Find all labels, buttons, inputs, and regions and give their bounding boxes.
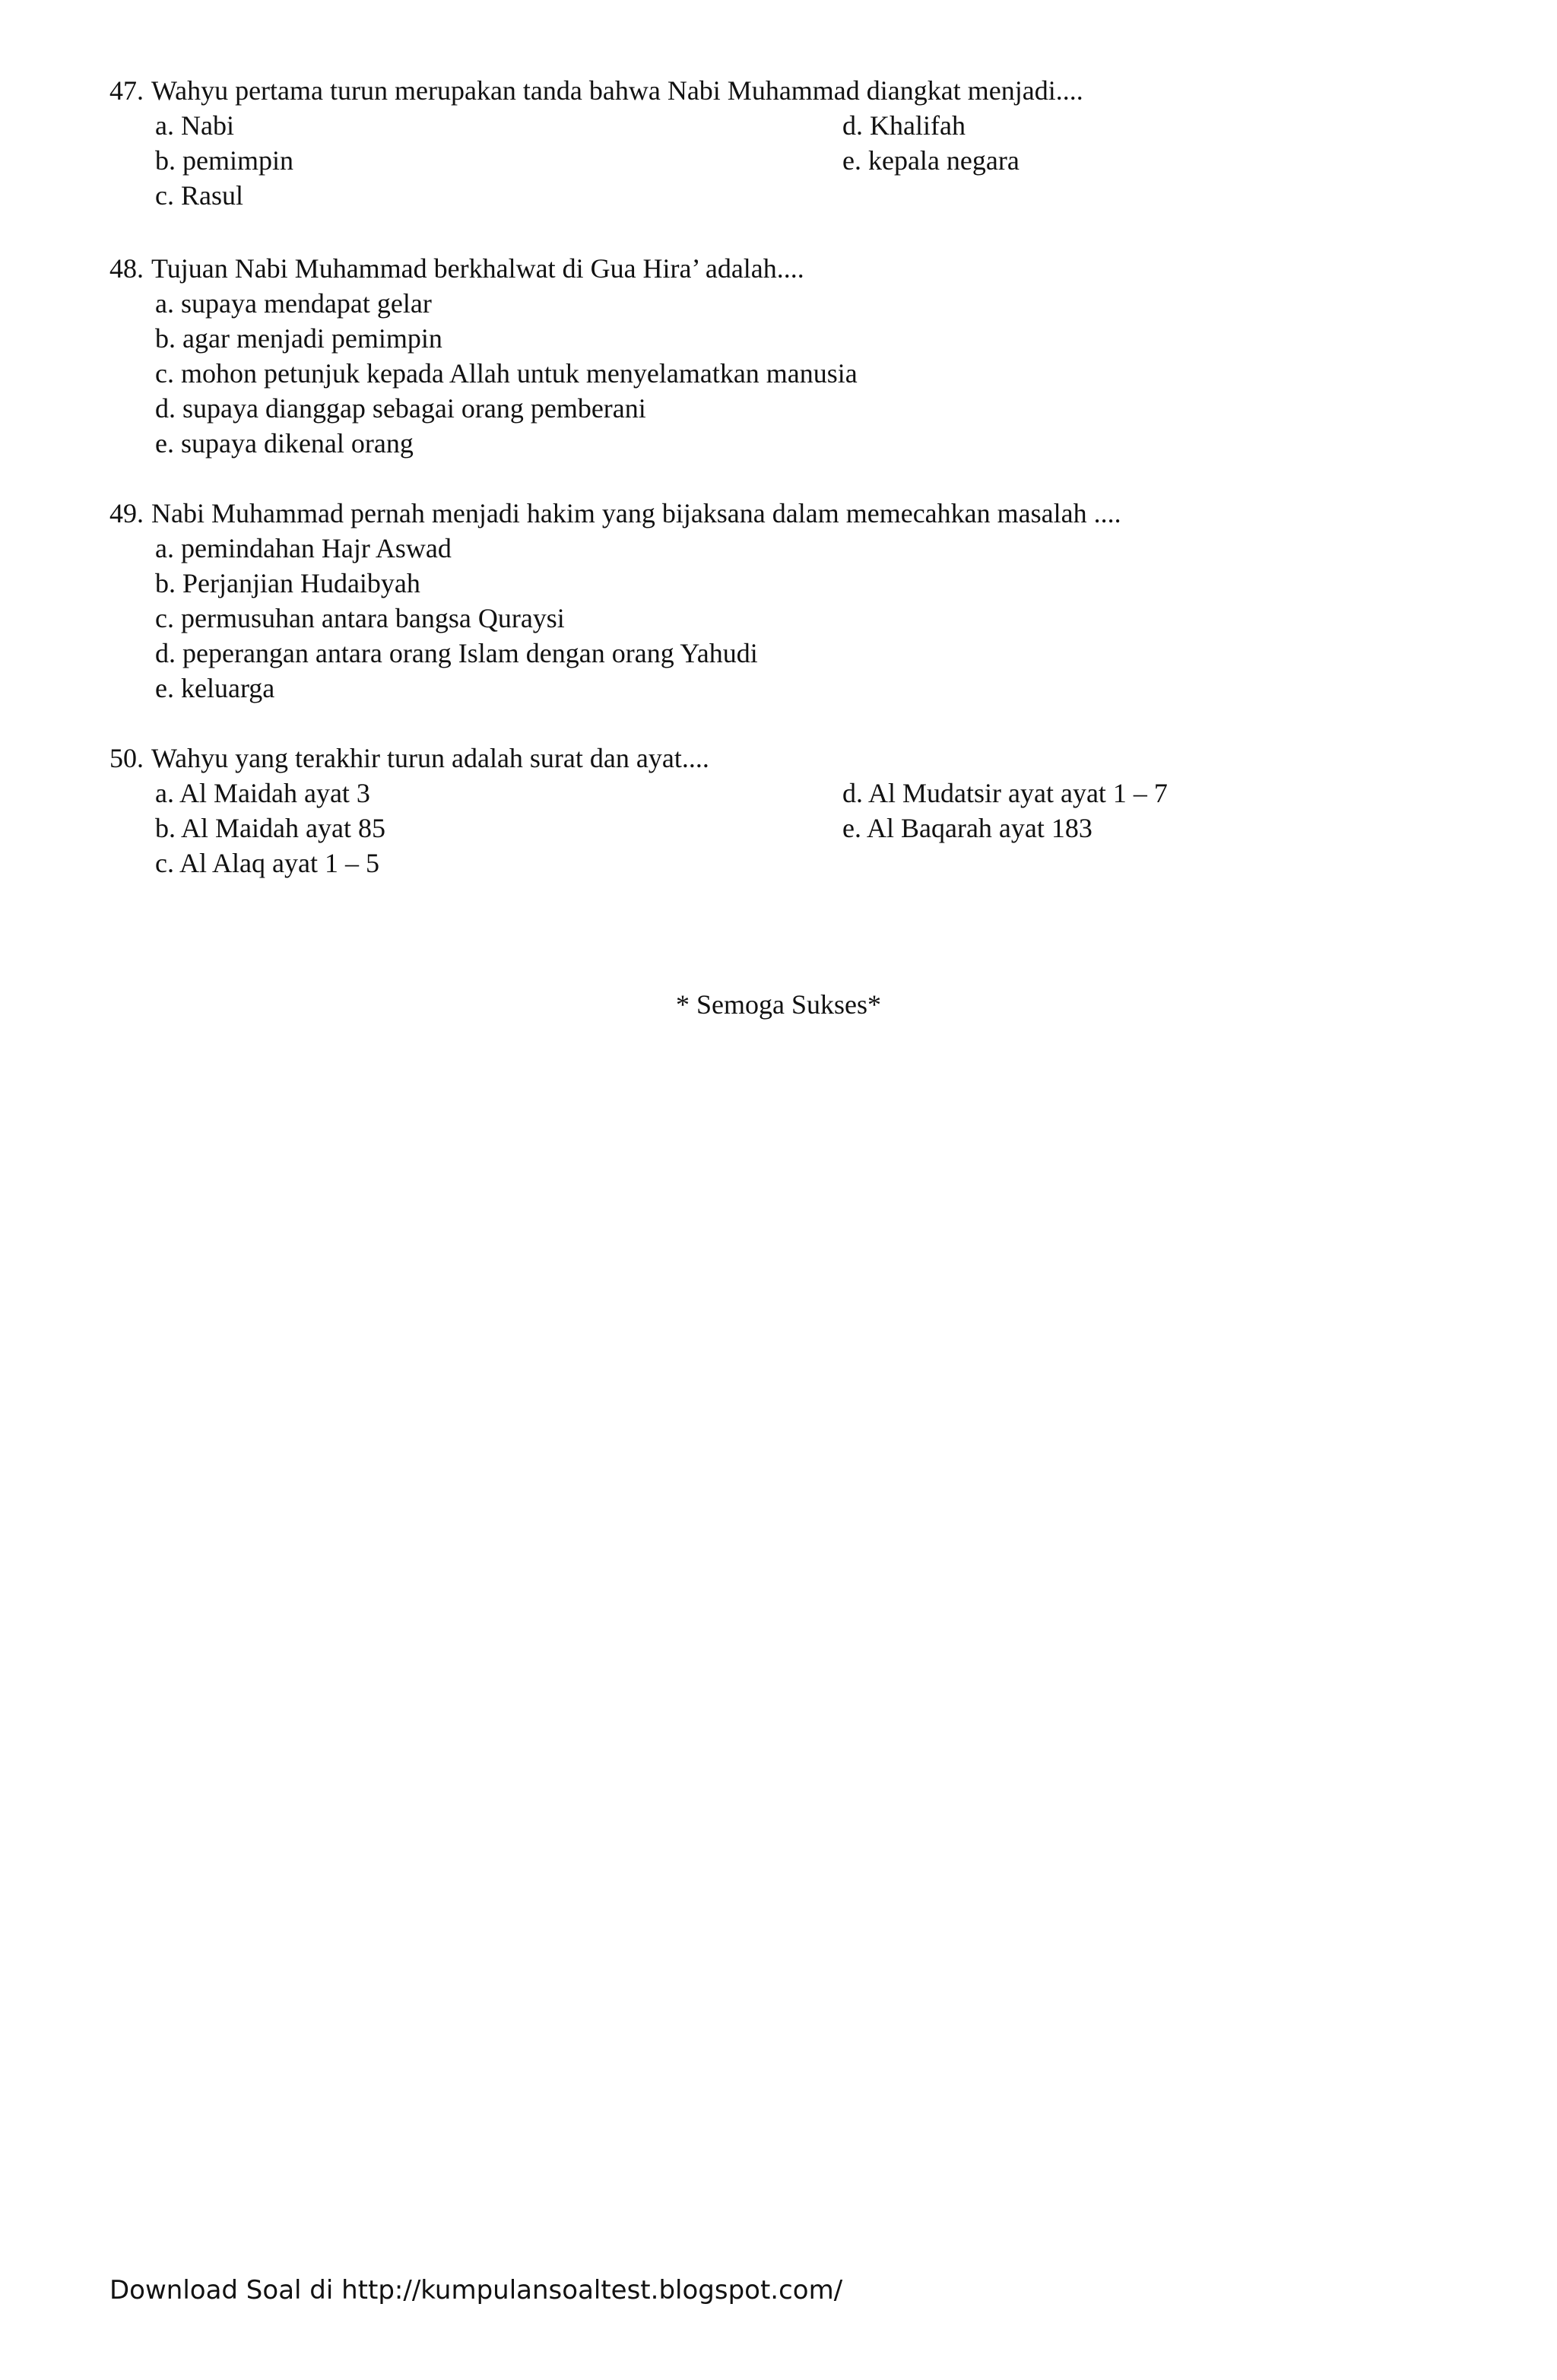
option-d: d. Al Mudatsir ayat ayat 1 – 7 (842, 778, 1168, 808)
question-50 (109, 741, 1478, 881)
question-number: 50. (109, 743, 144, 773)
options-list (155, 108, 1478, 213)
option-b: b. Perjanjian Hudaibyah (155, 568, 420, 598)
question-49-text (109, 496, 1478, 531)
question-number: 47. (109, 75, 144, 106)
option-a: a. pemindahan Hajr Aswad (155, 533, 452, 563)
option-d: d. Khalifah (842, 110, 966, 141)
question-48-text (109, 251, 1478, 286)
options-list (155, 776, 1478, 881)
option-c: c. permusuhan antara bangsa Quraysi (155, 603, 565, 633)
options-list (155, 286, 1478, 461)
option-e: e. keluarga (155, 673, 275, 703)
option-d: d. peperangan antara orang Islam dengan orang Yahudi (155, 638, 758, 668)
option-e: e. kepala negara (842, 145, 1020, 176)
question-stem: Nabi Muhammad pernah menjadi hakim yang bijaksana dalam memecahkan masalah .... (151, 498, 1121, 528)
footer-download-note: Download Soal di http://kumpulansoaltest.blogspot.com/ (109, 2275, 843, 2305)
question-stem: Wahyu pertama turun merupakan tanda bahwa Nabi Muhammad diangkat menjadi.... (151, 75, 1083, 106)
option-c: c. mohon petunjuk kepada Allah untuk menyelamatkan manusia (155, 358, 858, 389)
question-47 (109, 73, 1478, 213)
option-b: b. pemimpin (155, 145, 293, 176)
question-49 (109, 496, 1478, 706)
question-stem: Wahyu yang terakhir turun adalah surat dan ayat.... (151, 743, 709, 773)
question-47-text (109, 73, 1478, 108)
question-number: 48. (109, 253, 144, 284)
option-e: e. supaya dikenal orang (155, 428, 414, 459)
option-b: b. Al Maidah ayat 85 (155, 813, 385, 843)
question-number: 49. (109, 498, 144, 528)
option-a: a. Nabi (155, 110, 234, 141)
question-48 (109, 251, 1478, 461)
option-d: d. supaya dianggap sebagai orang pemberani (155, 393, 646, 424)
option-a: a. supaya mendapat gelar (155, 288, 432, 319)
option-e: e. Al Baqarah ayat 183 (842, 813, 1092, 843)
option-a: a. Al Maidah ayat 3 (155, 778, 370, 808)
closing-message: * Semoga Sukses* (676, 989, 881, 1020)
option-b: b. agar menjadi pemimpin (155, 323, 442, 354)
question-50-text (109, 741, 1478, 776)
option-c: c. Rasul (155, 180, 243, 211)
question-stem: Tujuan Nabi Muhammad berkhalwat di Gua Hira’ adalah.... (151, 253, 804, 284)
options-list (155, 531, 1478, 706)
option-c: c. Al Alaq ayat 1 – 5 (155, 848, 379, 878)
